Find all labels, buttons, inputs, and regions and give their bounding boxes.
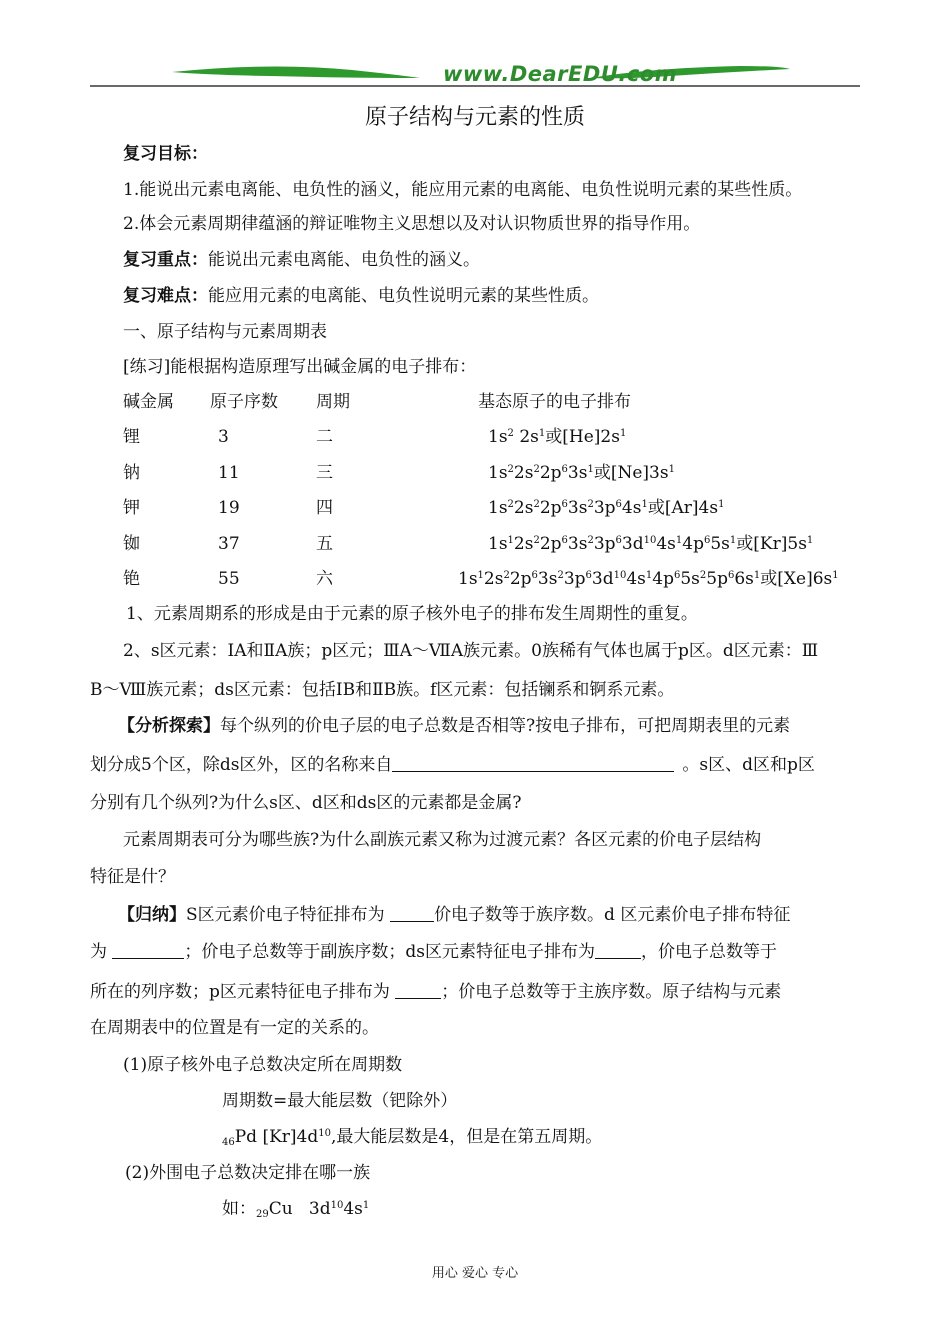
- focus-line: [123, 249, 480, 271]
- table-header-number: 原子序数: [210, 392, 278, 412]
- section-heading-1: 一、原子结构与元素周期表: [123, 322, 327, 342]
- table-cell-period: 五: [316, 534, 333, 554]
- goals-heading: 复习目标：: [123, 144, 208, 164]
- goal-item-1: 1.能说出元素电离能、电负性的涵义，能应用元素的电离能、电负性说明元素的某些性质。: [123, 180, 803, 200]
- table-cell-period: 四: [316, 498, 333, 518]
- rule-2-heading: (2)外围电子总数决定排在哪一族: [125, 1163, 371, 1183]
- rule-1-heading: (1)原子核外电子总数决定所在周期数: [123, 1055, 403, 1075]
- rule-1-example: $_{46}$Pd $[Kr]4d^{10}$,最大能层数是4，但是在第五周期。: [222, 1127, 603, 1148]
- analysis-label: 【分析探索】: [118, 716, 220, 736]
- site-logo[interactable]: www.DearEDU.com: [443, 62, 678, 86]
- table-cell-period: 二: [316, 427, 333, 447]
- table-cell-element: 铯: [123, 569, 140, 589]
- table-cell-period: 六: [316, 569, 333, 589]
- table-cell-config: $1s^12s^22p^63s^23p^63d^{10}4s^14p^65s^25p^66s^1$或$[Xe]6s^1$: [458, 569, 839, 589]
- summary-line-2: 为 ；价电子总数等于副族序数；ds区元素特征电子排布为 ，价电子总数等于: [90, 942, 778, 962]
- fill-blank[interactable]: [595, 941, 641, 959]
- table-cell-config: $1s^12s^22p^63s^23p^63d^{10}4s^14p^65s^1$或$[Kr]5s^1$: [488, 534, 814, 554]
- table-cell-element: 锂: [123, 427, 140, 447]
- summary-line-3: 所在的列序数；p区元素特征电子排布为 ；价电子总数等于主族序数。原子结构与元素: [90, 982, 782, 1002]
- analysis-line-4: 元素周期表可分为哪些族?为什么副族元素又称为过渡元素？各区元素的价电子层结构: [123, 830, 762, 850]
- analysis-line-1: 【分析探索】每个纵列的价电子层的电子总数是否相等?按电子排布，可把周期表里的元素: [118, 716, 791, 736]
- summary-line-4: 在周期表中的位置是有一定的关系的。: [90, 1018, 379, 1038]
- fill-blank[interactable]: [390, 904, 434, 922]
- summary-label: 【归纳】: [118, 905, 186, 925]
- table-cell-config: $1s^2$ $2s^1$或$[He]2s^1$: [488, 427, 627, 447]
- site-header: [90, 60, 860, 94]
- table-cell-number: 55: [218, 569, 240, 589]
- point-1: 1、元素周期系的形成是由于元素的原子核外电子的排布发生周期性的重复。: [126, 604, 698, 624]
- difficulty-line: [123, 285, 599, 307]
- analysis-line-5: 特征是什？: [90, 867, 175, 887]
- analysis-line-3: 分别有几个纵列?为什么s区、d区和ds区的元素都是金属?: [90, 793, 522, 813]
- table-cell-number: 3: [218, 427, 229, 447]
- point-2-line-2: B～Ⅷ族元素；ds区元素：包括ⅠB和ⅡB族。f区元素：包括镧系和锕系元素。: [90, 680, 675, 700]
- analysis-line-2: 划分成5个区，除ds区外，区的名称来自 。s区、d区和p区: [90, 755, 815, 775]
- focus-text: 能说出元素电离能、电负性的涵义。: [208, 250, 480, 270]
- table-cell-period: 三: [316, 463, 333, 483]
- rule-2-example: 如：$_{29}$Cu $3d^{10}4s^1$: [222, 1199, 370, 1220]
- table-cell-config: $1s^22s^22p^63s^23p^64s^1$或$[Ar]4s^1$: [488, 498, 725, 518]
- table-cell-config: $1s^22s^22p^63s^1$或$[Ne]3s^1$: [488, 463, 675, 483]
- fill-blank[interactable]: [112, 941, 184, 959]
- table-header-element: 碱金属: [123, 392, 174, 412]
- focus-label: 复习重点：: [123, 250, 208, 270]
- rule-1-formula: 周期数=最大能层数（钯除外）: [222, 1091, 458, 1111]
- page-title: 原子结构与元素的性质: [364, 105, 585, 130]
- difficulty-text: 能应用元素的电离能、电负性说明元素的某些性质。: [208, 286, 599, 306]
- table-cell-element: 钾: [123, 498, 140, 518]
- table-cell-number: 11: [218, 463, 240, 483]
- table-cell-number: 37: [218, 534, 240, 554]
- difficulty-label: 复习难点：: [123, 286, 208, 306]
- table-cell-element: 铷: [123, 534, 140, 554]
- summary-line-1: 【归纳】S区元素价电子特征排布为 价电子数等于族序数。d 区元素价电子排布特征: [118, 905, 791, 925]
- fill-blank[interactable]: [395, 981, 441, 999]
- goal-item-2: 2.体会元素周期律蕴涵的辩证唯物主义思想以及对认识物质世界的指导作用。: [123, 214, 701, 234]
- exercise-line: [练习]能根据构造原理写出碱金属的电子排布：: [123, 357, 477, 377]
- table-header-period: 周期: [316, 392, 350, 412]
- table-cell-number: 19: [218, 498, 240, 518]
- table-cell-element: 钠: [123, 463, 140, 483]
- point-2-line-1: 2、s区元素：ⅠA和ⅡA族；p区元；ⅢA～ⅦA族元素。0族稀有气体也属于p区。d区元素：Ⅲ: [123, 641, 819, 661]
- fill-blank[interactable]: [392, 754, 674, 772]
- page-footer: 用心 爱心 专心: [431, 1266, 519, 1281]
- table-header-config: 基态原子的电子排布: [478, 392, 631, 412]
